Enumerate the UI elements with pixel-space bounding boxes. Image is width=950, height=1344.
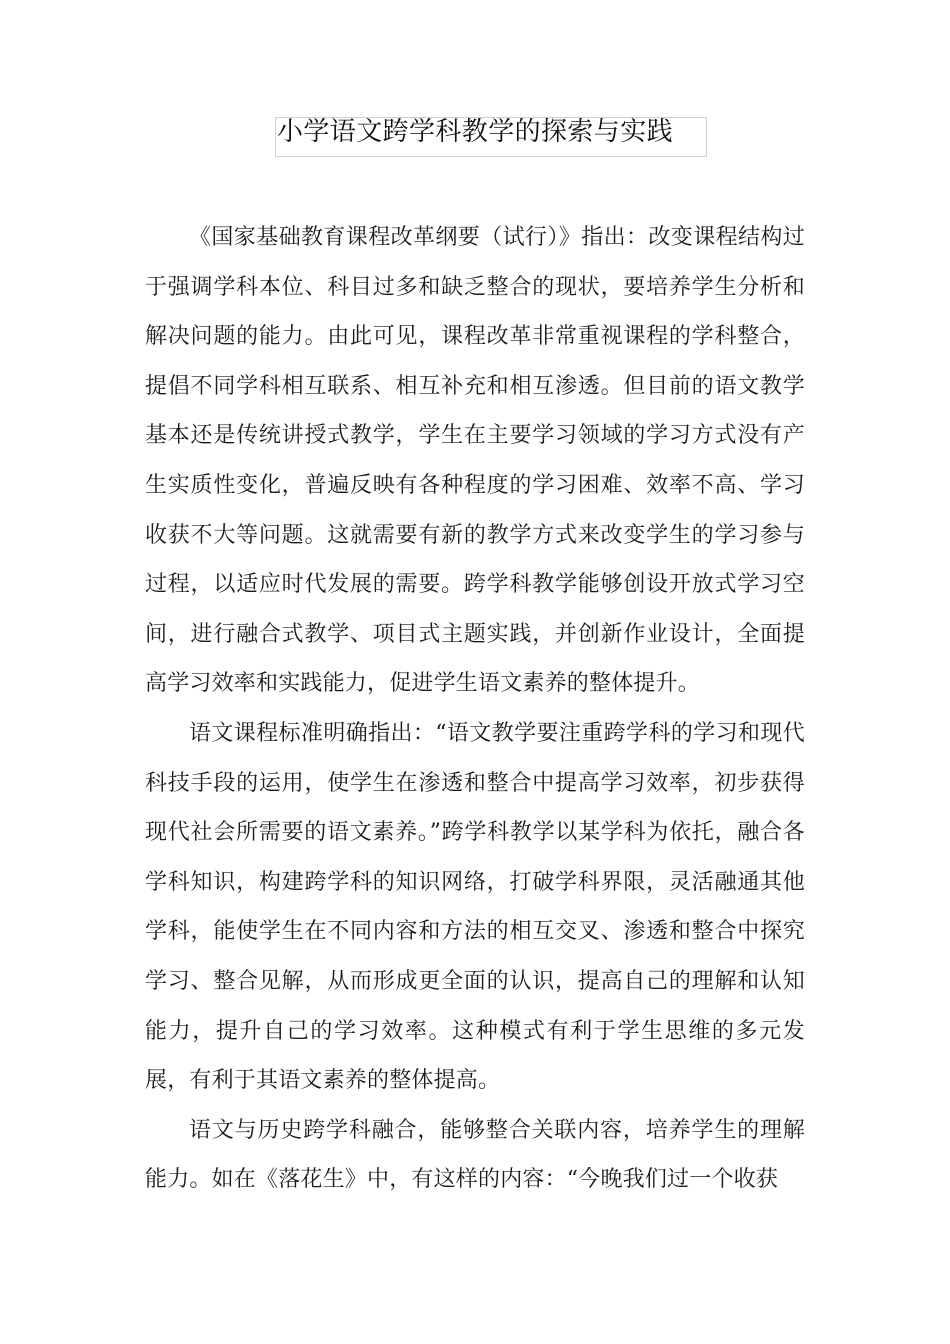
document-body <box>145 213 805 1205</box>
paragraph-2: 语文课程标准明确指出：“语文教学要注重跨学科的学习和现代科技手段的运用，使学生在渗透和整合中提高学习效率，初步获得现代社会所需要的语文素养。”跨学科教学以某学科为依托，融合各学科知识，构建跨学科的知识网络，打破学科界限，灵活融通其他学科，能使学生在不同内容和方法的相互交叉、渗透和整合中探究学习、整合见解，从而形成更全面的认识，提高自己的理解和认知能力，提升自己的学习效率。这种模式有利于学生思维的多元发展，有利于其语文素养的整体提高。 <box>145 720 805 1094</box>
paragraph-1: 《国家基础教育课程改革纲要（试行）》指出：改变课程结构过于强调学科本位、科目过多和缺乏整合的现状，要培养学生分析和解决问题的能力。由此可见，课程改革非常重视课程的学科整合，提倡不同学科相互联系、相互补充和相互渗透。但目前的语文教学基本还是传统讲授式教学，学生在主要学习领域的学习方式没有产生实质性变化，普遍反映有各种程度的学习困难、效率不高、学习收获不大等问题。这就需要有新的教学方式来改变学生的学习参与过程，以适应时代发展的需要。跨学科教学能够创设开放式学习空间，进行融合式教学、项目式主题实践，并创新作业设计，全面提高学习效率和实践能力，促进学生语文素养的整体提升。 <box>145 225 805 697</box>
paragraph-3: 语文与历史跨学科融合，能够整合关联内容，培养学生的理解能力。如在《落花生》中，有这样的内容：“今晚我们过一个收获 <box>145 1117 805 1193</box>
document-title: 小学语文跨学科教学的探索与实践 <box>277 117 674 147</box>
